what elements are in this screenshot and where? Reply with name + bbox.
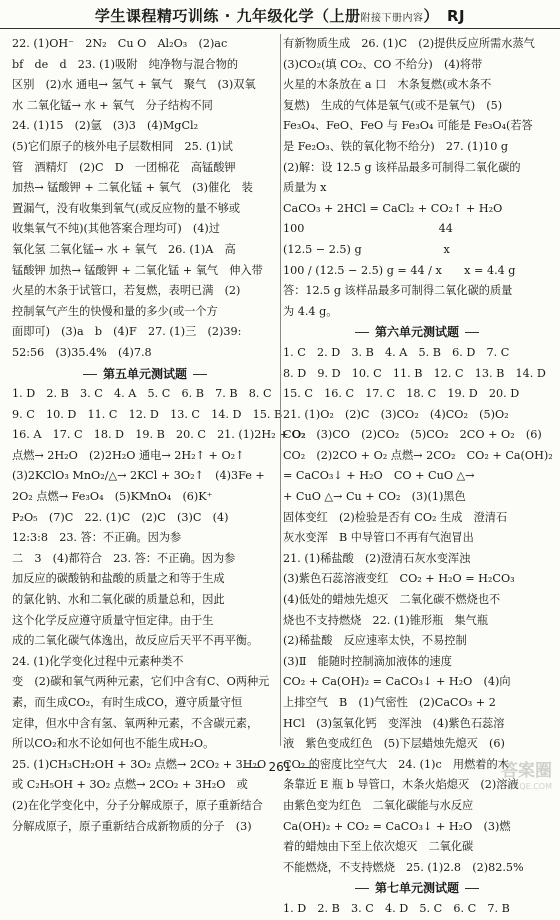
answer-line: 质量为 x [283,181,327,195]
answer-line: + CuO △→ Cu + CO₂ (3)(1)黑色 [283,490,466,504]
book-title-end: ） RJ [423,7,466,25]
answer-line: 区别 (2)水 通电→ 氢气 + 氧气 聚气 (3)双氧 [12,78,256,92]
answer-line: 16. A 17. C 18. D 19. B 20. C 21. (1)2H₂ + O₂ [12,428,306,442]
watermark-logo-text: 答案圈 [501,761,552,781]
answer-line: 素，而生成CO₂，有时生成CO，遵守质量守恒 [12,696,243,709]
answer-line: 点燃→ 2H₂O (2)2H₂O 通电→ 2H₂↑ + O₂↑ [12,448,245,462]
answer-line: 火星的木条放在 a 口 木条复燃(或木条不 [283,78,492,92]
answer-line: 52:56 (3)35.4% (4)7.8 [12,345,152,359]
answer-line: (4)低处的蜡烛先熄灭 二氧化碳不燃烧也不 [283,593,501,607]
book-title-main: 学生课程精巧训练 · 九年级化学（上册 [94,7,361,25]
answer-line: = CaCO₃↓ + H₂O CO + CuO △→ [283,469,475,483]
answer-line: 条靠近 E 瓶 b 导管口，木条火焰熄灭 (2)溶液 [283,778,519,792]
answer-line: 氧化氢 二氧化锰→ 水 + 氧气 26. (1)A 高 [12,242,236,256]
answer-line: 收集氧气不纯)(其他答案合理均可) (4)过 [12,222,220,236]
answer-line: 灰水变浑 B 中导管口不再有气泡冒出 [283,531,474,545]
answer-line: Fe₃O₄、FeO、FeO 与 Fe₃O₄ 可能是 Fe₃O₄(若答 [283,119,533,133]
answer-line: CO₂ 的密度比空气大 24. (1)c 用燃着的木 [283,757,509,771]
answer-line: 加热→ 锰酸钾 + 二氧化锰 + 氧气 (3)催化 装 [12,181,253,195]
answer-line: 锰酸钾 加热→ 锰酸钾 + 二氧化锰 + 氧气 伸入带 [12,263,263,277]
answer-line: 水 二氧化锰→ 水 + 氧气 分子结构不同 [12,98,213,112]
answer-line: 25. (1)CH₃CH₂OH + 3O₂ 点燃→ 2CO₂ + 3H₂O [12,757,267,771]
section-heading: 第五单元测试题 [12,364,278,385]
answer-line: 21. (1)稀盐酸 (2)澄清石灰水变浑浊 [283,551,471,565]
answer-line: (3)Ⅱ 能随时控制滴加液体的速度 [283,654,452,668]
answer-line: 二 3 (4)都符合 23. 答：不正确。因为参 [12,551,236,565]
answer-line: 变 (2)碳和氧气两种元素，它们中含有C、O两种元 [12,675,270,689]
answer-line: 成的二氧化碳气体逸出，故反应后天平不再平衡。 [12,634,259,648]
answer-line: 置漏气，没有收集到氧气(或反应物的量不够或 [12,201,241,215]
page-header [0,0,560,29]
answer-line: 液 紫色变成红色 (5)下层蜡烛先熄灭 (6) [283,737,505,751]
answer-line: 控制氧气产生的快慢和量的多少(或一个方 [12,304,218,318]
answer-line: 的氯化钠、水和二氧化碳的质量总和，因此 [12,593,225,607]
answer-line: 管 酒精灯 (2)C D 一团棉花 高锰酸钾 [12,160,236,174]
answer-line: CaCO₃ + 2HCl = CaCl₂ + CO₂↑ + H₂O [283,201,503,215]
answer-line: (5)它们原子的核外电子层数相同 25. (1)试 [12,139,233,153]
answer-line: 8. D 9. D 10. C 11. B 12. C 13. B 14. D [283,366,546,380]
answer-line: 加反应的碳酸钠和盐酸的质量之和等于生成 [12,572,225,586]
column-divider [280,34,281,746]
answer-line: 1. D 2. B 3. C 4. D 5. C 6. C 7. B [283,901,510,915]
book-title-small: 附接下册内容 [360,13,424,24]
answer-line: 所以CO₂和水不论如何也不能生成H₂O。 [12,737,215,751]
answer-line: HCl (3)氢氧化钙 变浑浊 (4)紫色石蕊溶 [283,716,505,730]
answer-line: 着的蜡烛由下至上依次熄灭 二氧化碳 [283,840,474,854]
answer-line: 这个化学反应遵守质量守恒定律。由于生 [12,613,214,627]
answer-line: 烧也不支持燃烧 22. (1)锥形瓶 集气瓶 [283,613,489,627]
answer-line: bf de d 23. (1)吸附 纯净物与混合物的 [12,57,239,71]
answer-line: 9. C 10. D 11. C 12. D 13. C 14. D 15. B [12,407,283,421]
page-number-text: 261 [268,760,292,774]
answer-line: 火星的木条于试管口，若复燃，表明已满 (2) [12,284,241,298]
answer-line: 1. C 2. D 3. B 4. A 5. B 6. D 7. C [283,345,510,359]
answer-line: 定律，但水中含有氢、氧两种元素，不含碳元素， [12,716,259,730]
book-title [0,5,560,26]
answer-line: P₂O₅ (7)C 22. (1)C (2)C (3)C (4) [12,510,229,524]
answer-line: 面即可) (3)a b (4)F 27. (1)三 (2)39: [12,325,242,339]
answer-line: 由紫色变为红色 二氧化碳能与水反应 [283,798,474,812]
answer-line: (2)解：设 12.5 g 该样品最多可制得二氧化碳的 [283,160,521,174]
answer-line: CO₂ + Ca(OH)₂ = CaCO₃↓ + H₂O (4)向 [283,675,511,689]
answer-line: (2)稀盐酸 反应速率太快，不易控制 [283,634,467,648]
answer-line: 22. (1)OH⁻ 2N₂ Cu O Al₂O₃ (2)ac [12,37,228,50]
answer-line: 有新物质生成 26. (1)C (2)提供反应所需水蒸气 [283,37,535,50]
section-heading: 第七单元测试题 [283,878,551,899]
answer-line: 不能燃烧，不支持燃烧 25. (1)2.8 (2)82.5% [283,860,524,874]
answer-line: CO₂ (2)2CO + O₂ 点燃→ 2CO₂ CO₂ + Ca(OH)₂ [283,448,553,462]
watermark-url: MXQE.COM [506,782,552,791]
answer-line: (3)CO₂(填 CO₂、CO 不给分) (4)将带 [283,57,483,71]
watermark-logo [468,760,552,798]
answer-line: 复燃) 生成的气体是氧气(或不是氧气) (5) [283,98,503,112]
section-heading: 第六单元测试题 [283,322,551,343]
answer-line: 上排空气 B (1)气密性 (2)CaCO₃ + 2 [283,696,496,709]
answer-line: 21. (1)O₂ (2)C (3)CO₂ (4)CO₂ (5)O₂ [283,407,509,421]
answer-line: Ca(OH)₂ + CO₂ = CaCO₃↓ + H₂O (3)燃 [283,819,511,833]
answer-line: 是 Fe₂O₃、铁的氧化物不给分) 27. (1)10 g [283,139,509,153]
answer-line: (3)2KClO₃ MnO₂/△→ 2KCl + 3O₂↑ (4)3Fe + [12,469,265,483]
answer-line: 或 C₂H₅OH + 3O₂ 点燃→ 2CO₂ + 3H₂O 或 [12,778,248,792]
answer-line: (3)紫色石蕊溶液变红 CO₂ + H₂O = H₂CO₃ [283,572,515,586]
answer-line: (2)在化学变化中，分子分解成原子，原子重新结合 [12,798,263,812]
answer-line: 为 4.4 g。 [283,304,338,318]
answer-line: 24. (1)化学变化过程中元素种类不 [12,654,184,668]
answer-line: 固体变红 (2)检验是否有 CO₂ 生成 澄清石 [283,510,508,524]
answer-line: 1. D 2. B 3. C 4. A 5. C 6. B 7. B 8. C [12,387,272,401]
answer-line: (12.5 − 2.5) g x [283,242,450,256]
answer-line: 100 / (12.5 − 2.5) g = 44 / x x = 4.4 g [283,263,516,277]
answer-line: 24. (1)15 (2)氩 (3)3 (4)MgCl₂ [12,119,199,133]
answer-line: 分解成原子，原子重新结合成新物质的分子 (3) [12,819,252,833]
answer-line: 100 44 [283,222,453,236]
answer-line: 12:3:8 23. 答：不正确。因为参 [12,531,182,545]
answer-line: 答：12.5 g 该样品最多可制得二氧化碳的质量 [283,284,513,298]
answer-line: CO₂ (3)CO (2)CO₂ (5)CO₂ 2CO + O₂ (6) [283,428,542,442]
answer-line: 2O₂ 点燃→ Fe₃O₄ (5)KMnO₄ (6)K⁺ [12,490,213,504]
answer-line: 15. C 16. C 17. C 18. C 19. D 20. D [283,387,520,401]
